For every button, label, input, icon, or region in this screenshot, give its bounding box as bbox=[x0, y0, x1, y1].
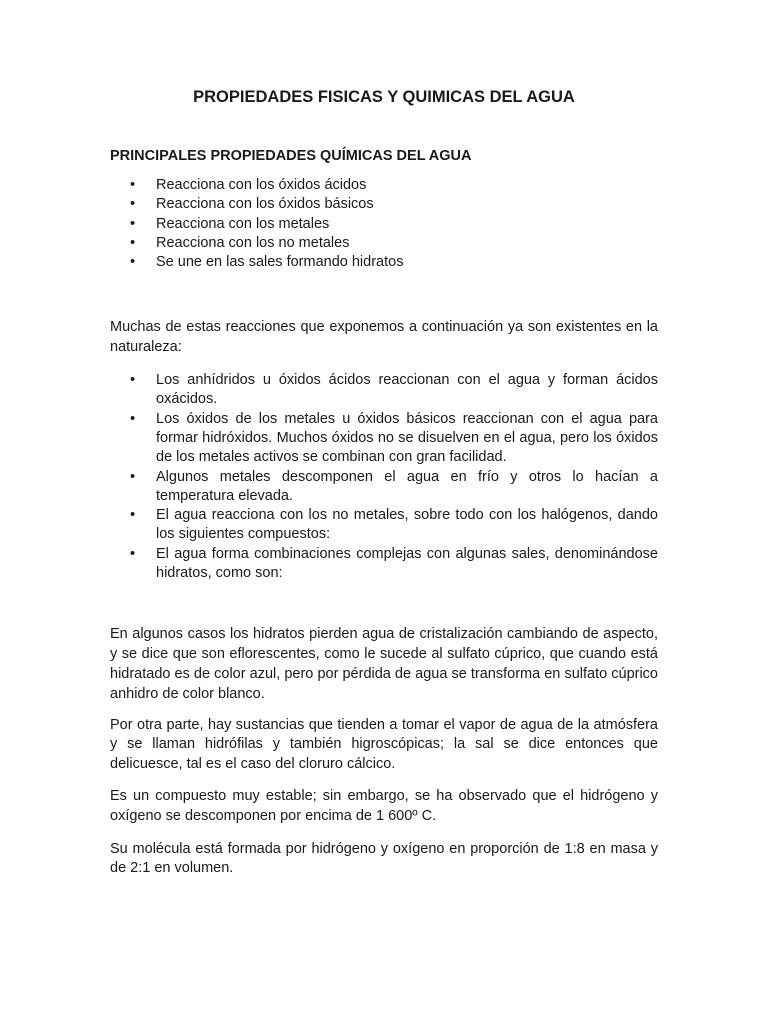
paragraph-hygroscopic: Por otra parte, hay sustancias que tienden a tomar el vapor de agua de la atmósfera y se llaman hidrófilas y también higroscópicas; la sal se dice entonces que delicuesce, tal es el caso del cloruro cálcico. bbox=[110, 716, 658, 773]
list-item-text: Reacciona con los no metales bbox=[156, 234, 350, 251]
list-item-text: Reacciona con los óxidos ácidos bbox=[156, 177, 367, 193]
paragraph-efflorescence: En algunos casos los hidratos pierden agua de cristalización cambiando de aspecto, y se dice que son eflorescentes, como le sucede al sulfato cúprico, que cuando está hidratado es de color azul, pero por pérdida de agua se transforma en sulfato cúprico anhidro de color blanco. bbox=[110, 626, 658, 702]
list-item bbox=[110, 371, 658, 410]
list-item bbox=[110, 468, 658, 507]
list-item bbox=[110, 215, 658, 234]
list-item-text: El agua reacciona con los no metales, sobre todo con los halógenos, dando los siguientes compuestos: bbox=[156, 507, 658, 543]
bullet-icon: • bbox=[130, 372, 136, 389]
list-item bbox=[110, 176, 658, 195]
paragraph-stability: Es un compuesto muy estable; sin embargo, se ha observado que el hidrógeno y oxígeno se descomponen por encima de 1 600º C. bbox=[110, 787, 658, 824]
section-heading: PRINCIPALES PROPIEDADES QUÍMICAS DEL AGUA bbox=[110, 148, 472, 164]
list-item bbox=[110, 506, 658, 545]
intro-paragraph: Muchas de estas reacciones que exponemos a continuación ya son existentes en la naturaleza: bbox=[110, 319, 658, 356]
bullet-icon: • bbox=[130, 410, 136, 427]
list-item bbox=[110, 410, 658, 468]
bullet-icon: • bbox=[130, 507, 136, 524]
list-item bbox=[110, 234, 658, 253]
bullet-icon: • bbox=[130, 254, 136, 271]
document-title: PROPIEDADES FISICAS Y QUIMICAS DEL AGUA bbox=[193, 88, 575, 106]
list-item-text: Los anhídridos u óxidos ácidos reaccionan con el agua y forman ácidos oxácidos. bbox=[156, 372, 658, 408]
bullet-icon: • bbox=[130, 177, 136, 193]
bullet-icon: • bbox=[130, 545, 136, 562]
list-item-text: Reacciona con los óxidos básicos bbox=[156, 196, 374, 213]
properties-list bbox=[110, 176, 658, 272]
reactions-list bbox=[110, 371, 658, 583]
list-item-text: El agua forma combinaciones complejas con algunas sales, denominándose hidratos, como son: bbox=[156, 545, 658, 582]
list-item-text: Los óxidos de los metales u óxidos básicos reaccionan con el agua para formar hidróxidos. Muchos óxidos no se disuelven en el agua, pero los óxidos de los metales activos se combinan con gran facilidad. bbox=[156, 410, 658, 466]
bullet-icon: • bbox=[130, 215, 136, 232]
list-item-text: Se une en las sales formando hidratos bbox=[156, 254, 404, 271]
paragraph-molecule: Su molécula está formada por hidrógeno y oxígeno en proporción de 1:8 en masa y de 2:1 en volumen. bbox=[110, 840, 658, 877]
list-item-text: Reacciona con los metales bbox=[156, 215, 330, 232]
list-item-text: Algunos metales descomponen el agua en frío y otros lo hacían a temperatura elevada. bbox=[156, 468, 658, 504]
list-item bbox=[110, 195, 658, 214]
bullet-icon: • bbox=[130, 196, 136, 213]
list-item bbox=[110, 253, 658, 272]
bullet-icon: • bbox=[130, 468, 136, 485]
list-item bbox=[110, 545, 658, 584]
bullet-icon: • bbox=[130, 234, 136, 251]
